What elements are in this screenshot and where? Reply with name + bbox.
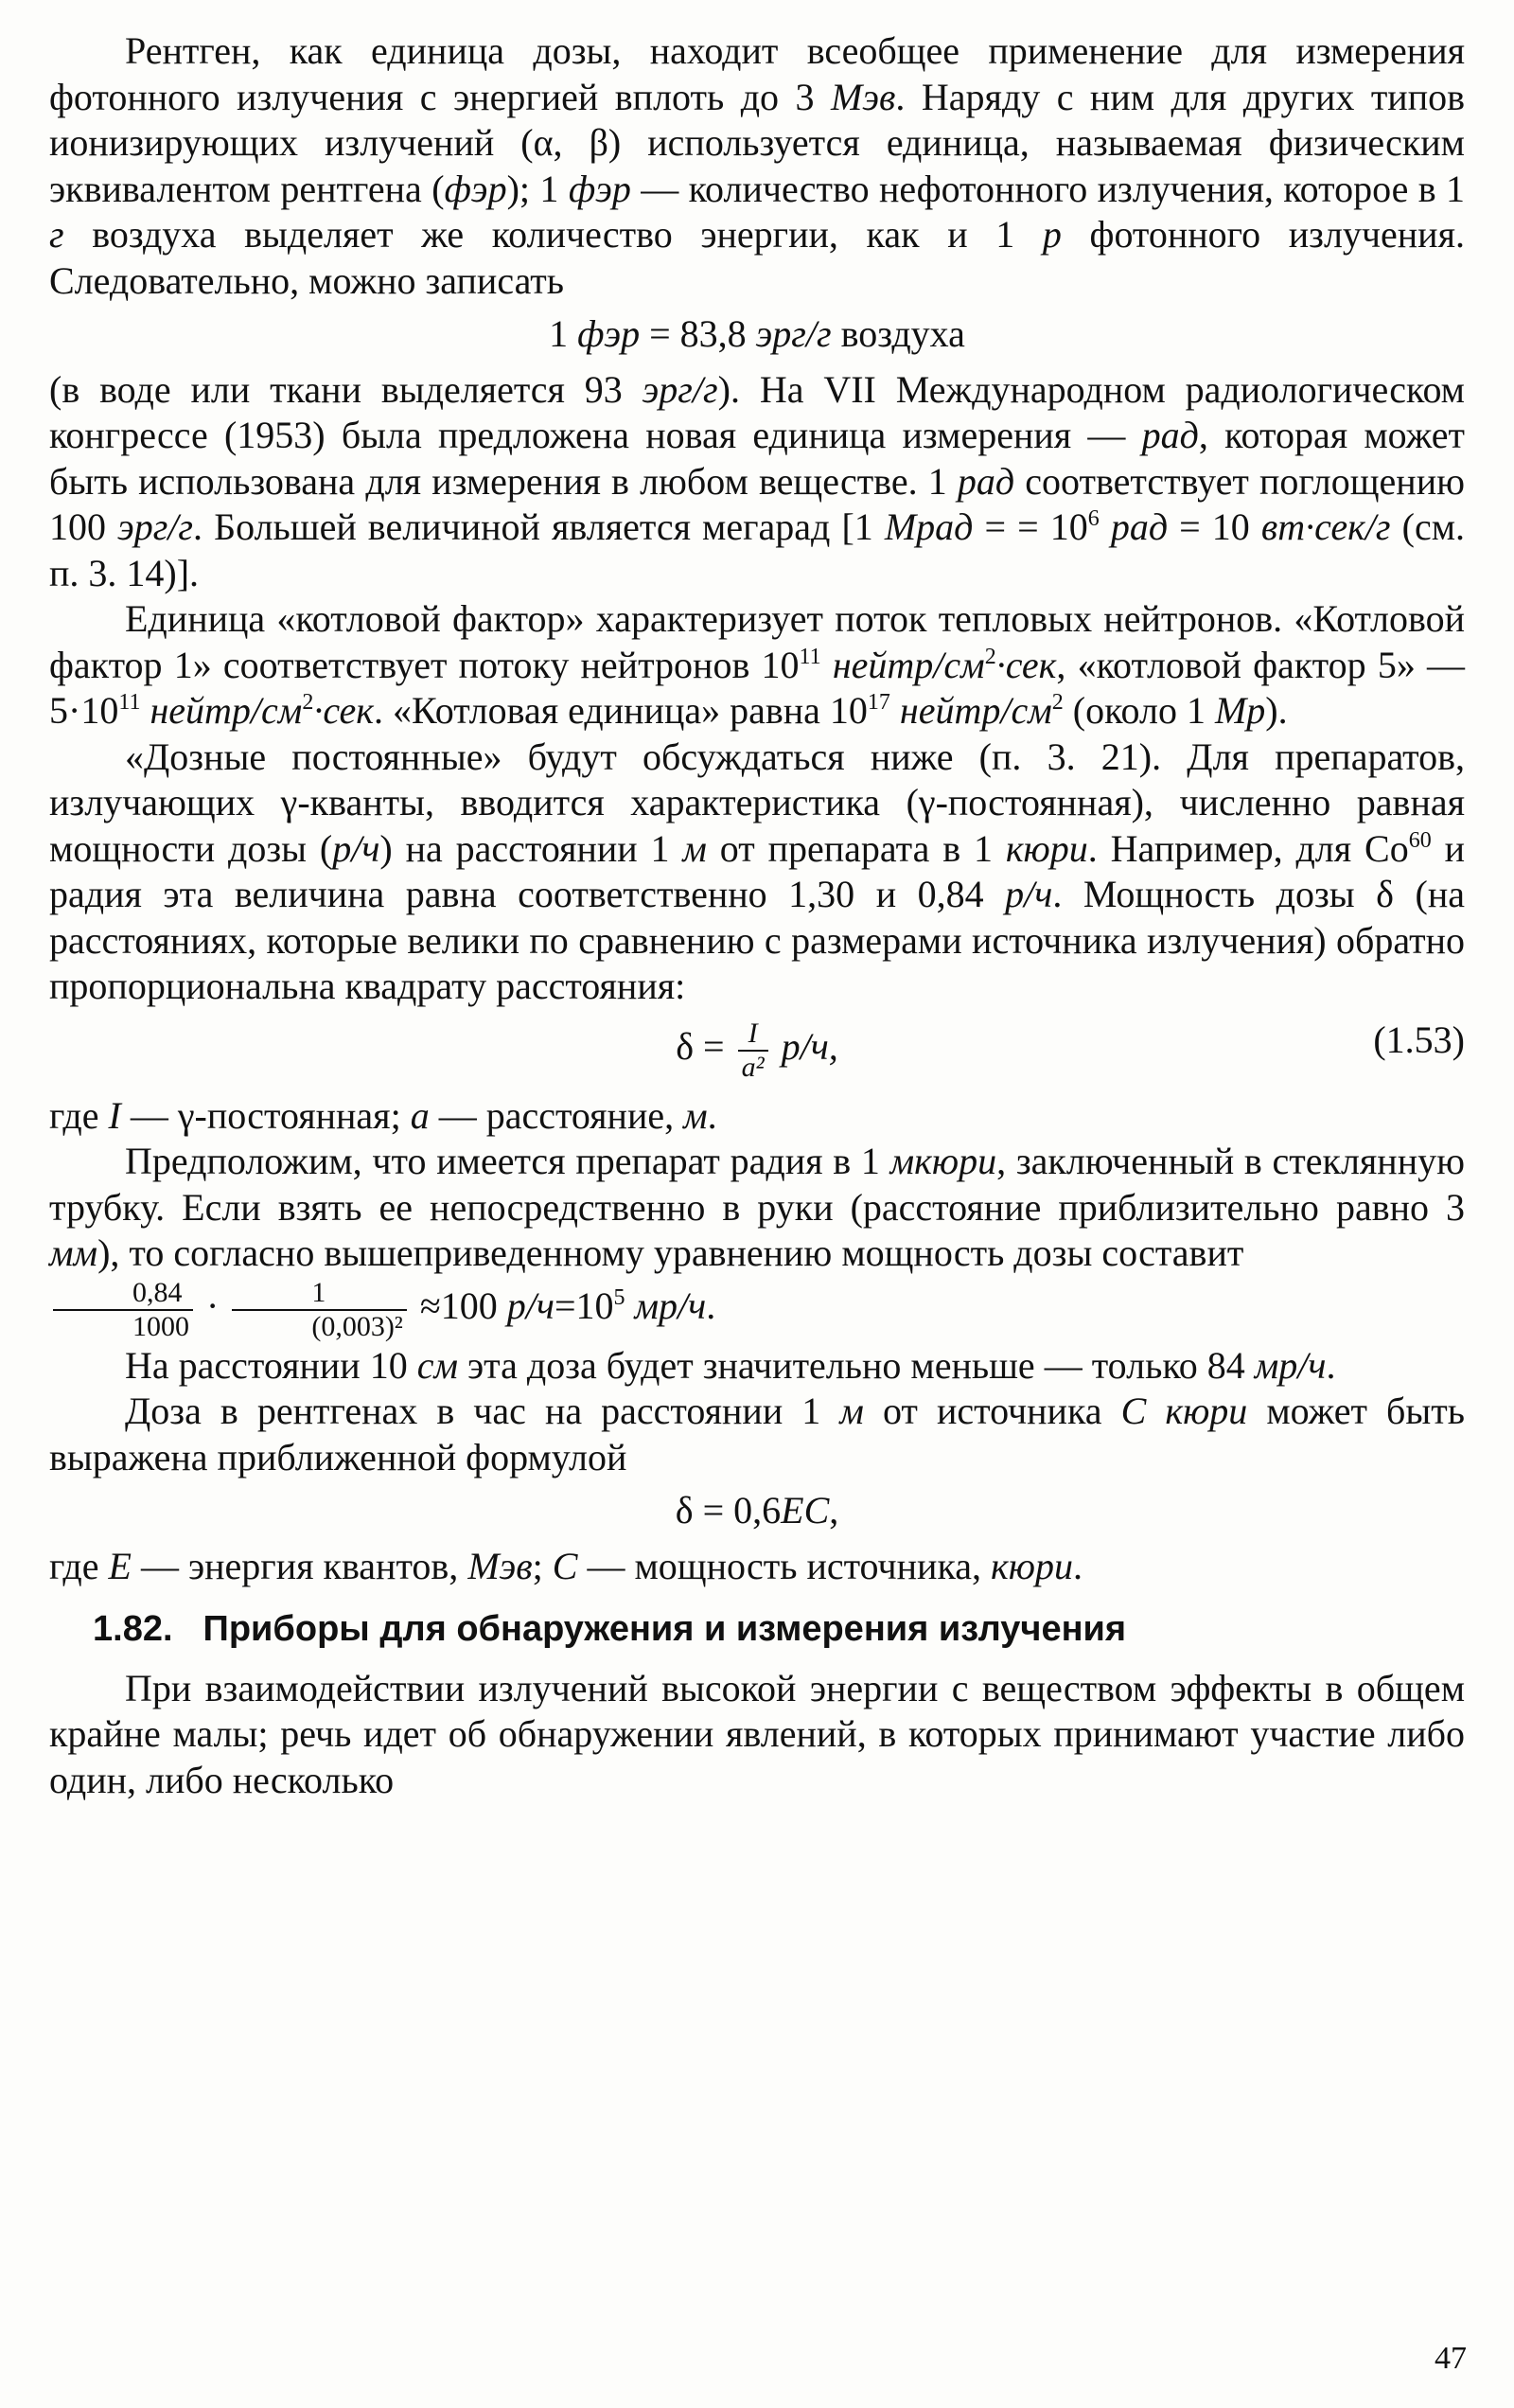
fraction-i-over-a2: $\frac{I}{\text{a²}}$ [738,1018,768,1084]
paragraph-rad: (в воде или ткани выделяется 93 эрг/г). На VII Международном радиологическом конгрессе (1953) была предложена новая единица измерения — рад, которая может быть использована для измерения в любом веществе. 1 рад соответствует поглощению 100 эрг/г. Большей величиной является мегарад [1 Мрад = = $10^6$ рад = 10 вт·сек/г (см. п. 3. 14)]. [49,367,1466,594]
section-number: 1.82. [93,1609,173,1649]
paragraph-approx-formula: Доза в рентгенах в час на расстоянии 1 м от источника C кюри может быть выражена приближенной формулой [49,1390,1466,1478]
fraction-1-over-0003sq: $\frac{1}{\text{(0,003)²}}$ [232,1277,406,1343]
paragraph-where-e: где E — энергия квантов, Мэв; C — мощность источника, кюри. [49,1544,1083,1587]
paragraph-where-i: где I — γ-постоянная; a — расстояние, м. [49,1093,717,1137]
section-heading [93,1606,1465,1653]
fraction-084-over-1000: $\frac{0,84}{1000}$ [53,1277,193,1343]
equation-fer: 1 фэр = 83,8 эрг/г воздуха [549,312,965,355]
page-number: 47 [1435,2340,1467,2376]
equation-number: (1.53) [1373,1018,1465,1061]
paragraph-boiler-factor: Единица «котловой фактор» характеризует поток тепловых нейтронов. «Котловой фактор 1» соответствует потоку нейтронов $10^{11}$ нейтр/$см^2\cdot сек$, «котловой фактор 5» — $5\cdot 10^{11}$ нейтр/$см^2\cdot сек$. «Котловая единица» равна $10^{17}$ нейтр/$см^2$ (около 1 Мр). [49,597,1466,732]
text-block [49,28,1465,1803]
paragraph-roentgen: Рентген, как единица дозы, находит всеобщее применение для измерения фотонного излучения с энергией вплоть до 3 Мэв. Наряду с ним для других типов ионизирующих излучений (α, β) используется единица, называемая физическим эквивалентом рентгена (фэр); 1 фэр — количество нефотонного излучения, которое в 1 г воздуха выделяет же количество энергии, как и 1 р фотонного излучения. Следовательно, можно записать [49,29,1466,302]
equation-delta-ec: δ = 0,6EC, [675,1489,839,1532]
paragraph-radium-example: Предположим, что имеется препарат радия в 1 мкюри, заключенный в стеклянную трубку. Если взять ее непосредственно в руки (расстояние приблизительно равно 3 мм), то согласно вышеприведенному уравнению мощность дозы составит $\frac{0,84}{1000}$ · $\frac{1}{\text{(0,003)²}}$ ≈100 $р/ч=10^5$ мр/ч. [49,1140,1465,1342]
paragraph-dose-constants: «Дозные постоянные» будут обсуждаться ниже (п. 3. 21). Для препаратов, излучающих γ-кванты, вводится характеристика (γ-постоянная), численно равная мощности дозы (р/ч) на расстоянии 1 м от препарата в 1 кюри. Например, для Co$^{60}$ и радия эта величина равна соответственно 1,30 и 0,84 р/ч. Мощность дозы δ (на расстояниях, которые велики по сравнению с размерами источника излучения) обратно пропорциональна квадрату расстояния: [49,735,1465,1007]
equation-1-53: δ = $\frac{I}{\text{a²}}$ р/ч, (1.53) [676,1017,1465,1083]
paragraph-interaction: При взаимодействии излучений высокой энергии с веществом эффекты в общем крайне малы; речь идет об обнаружении явлений, в которых принимают участие либо один, либо несколько [49,1666,1465,1801]
section-title: Приборы для обнаружения и измерения излучения [202,1609,1127,1649]
paragraph-10cm: На расстоянии 10 см эта доза будет значительно меньше — только 84 мр/ч. [125,1343,1336,1387]
